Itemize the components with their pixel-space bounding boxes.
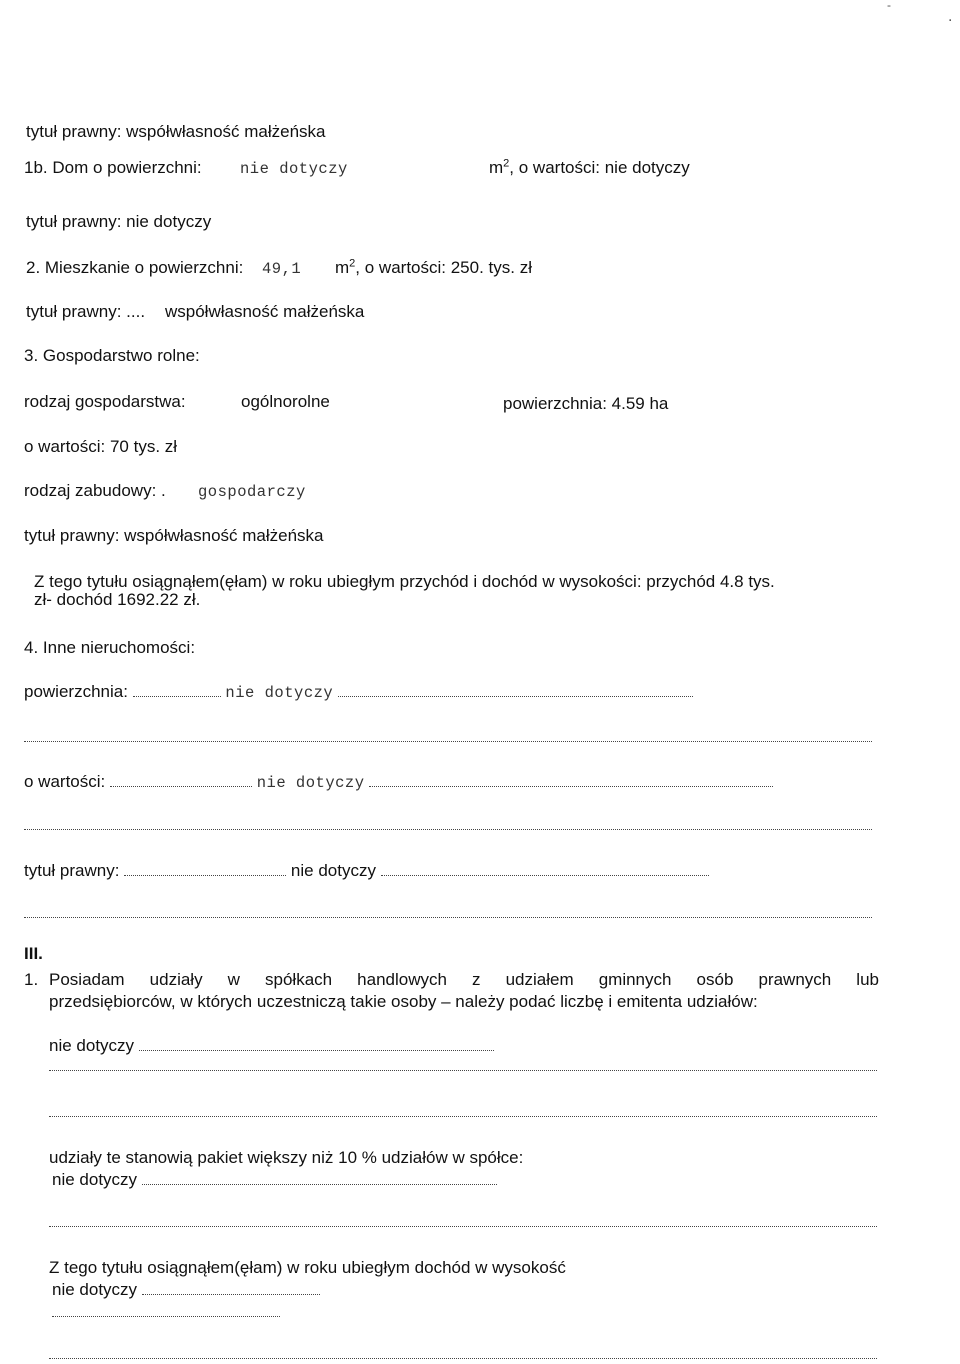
section-2-flat-area: 49,1 xyxy=(262,260,302,278)
shares-item-number: 1. xyxy=(24,970,39,989)
section-2-title-value: współwłasność małżeńska xyxy=(165,302,365,321)
section-3-heading: 3. Gospodarstwo rolne: xyxy=(24,346,200,365)
unit-exponent: 2 xyxy=(503,157,510,170)
dotted-line xyxy=(24,829,872,830)
other-value-value: nie dotyczy xyxy=(256,774,365,792)
corner-mark-dash: - xyxy=(887,0,891,12)
other-area-value: nie dotyczy xyxy=(225,684,334,702)
dotted-leader xyxy=(338,696,693,697)
section-1a-title-line: tytuł prawny: współwłasność małżeńska xyxy=(26,122,326,141)
dotted-leader xyxy=(133,696,221,697)
farm-income-line-1: Z tego tytułu osiągnąłem(ęłam) w roku ubiegłym przychód i dochód w wysokości: przychód 4.8 tys. xyxy=(34,572,775,591)
section-2-flat-label: 2. Mieszkanie o powierzchni: xyxy=(26,258,244,277)
farm-type-value: ogólnorolne xyxy=(241,392,330,411)
farm-income-line-2: zł- dochód 1692.22 zł. xyxy=(34,590,201,609)
section-1b-house-title: tytuł prawny: nie dotyczy xyxy=(26,212,212,231)
shares-income-answer: nie dotyczy xyxy=(52,1280,138,1299)
dotted-line xyxy=(52,1316,280,1317)
other-title-value: nie dotyczy xyxy=(290,861,376,880)
dotted-line xyxy=(49,1116,877,1117)
farm-value: o wartości: 70 tys. zł xyxy=(24,437,178,456)
dotted-leader xyxy=(381,875,709,876)
section-4-heading: 4. Inne nieruchomości: xyxy=(24,638,196,657)
shares-pakiet-row xyxy=(52,1170,497,1190)
dotted-leader xyxy=(142,1184,497,1185)
dotted-line xyxy=(49,1226,877,1227)
unit-m: m xyxy=(335,258,350,277)
corner-mark-dot: . xyxy=(948,8,953,25)
shares-answer-row xyxy=(49,1036,494,1056)
farm-building-value: gospodarczy xyxy=(198,483,306,501)
section-2-title-label: tytuł prawny: .... xyxy=(26,302,146,321)
farm-title: tytuł prawny: współwłasność małżeńska xyxy=(24,526,324,545)
flat-value: , o wartości: 250. tys. zł xyxy=(355,258,532,277)
section-1b-house-area: nie dotyczy xyxy=(240,160,348,178)
dotted-leader xyxy=(142,1294,320,1295)
shares-income-row xyxy=(52,1280,320,1300)
other-title-label: tytuł prawny: xyxy=(24,861,120,880)
shares-answer: nie dotyczy xyxy=(49,1036,135,1055)
farm-area: powierzchnia: 4.59 ha xyxy=(503,394,669,413)
shares-pakiet-label: udziały te stanowią pakiet większy niż 10 % udziałów w spółce: xyxy=(49,1148,524,1167)
other-area-label: powierzchnia: xyxy=(24,682,128,701)
unit-exponent: 2 xyxy=(349,257,356,270)
dotted-line xyxy=(24,741,872,742)
shares-item-line-2: przedsiębiorców, w których uczestniczą takie osoby – należy podać liczbę i emitenta udziałów: xyxy=(49,992,758,1011)
unit-m: m xyxy=(489,158,504,177)
farm-type-label: rodzaj gospodarstwa: xyxy=(24,392,186,411)
other-property-area-row xyxy=(24,682,693,703)
farm-building-label: rodzaj zabudowy: . xyxy=(24,481,166,500)
dotted-leader xyxy=(110,786,252,787)
dotted-leader xyxy=(139,1050,494,1051)
dotted-leader xyxy=(124,875,286,876)
other-property-value-row xyxy=(24,772,773,793)
other-value-label: o wartości: xyxy=(24,772,106,791)
section-1b-house-unit-value xyxy=(489,158,690,178)
shares-pakiet-answer: nie dotyczy xyxy=(52,1170,138,1189)
shares-income-label: Z tego tytułu osiągnąłem(ęłam) w roku ubiegłym dochód w wysokość xyxy=(49,1258,566,1277)
dotted-line xyxy=(49,1358,877,1359)
dotted-line xyxy=(49,1070,877,1071)
section-iii-heading: III. xyxy=(24,944,43,963)
shares-item-line-1: Posiadam udziały w spółkach handlowych z udziałem gminnych osób prawnych lub xyxy=(49,970,879,989)
section-2-flat-unit-value xyxy=(335,258,532,278)
other-property-title-row xyxy=(24,861,709,881)
dotted-line xyxy=(24,917,872,918)
dotted-leader xyxy=(369,786,773,787)
section-1b-house-label: 1b. Dom o powierzchni: xyxy=(24,158,202,177)
house-value: , o wartości: nie dotyczy xyxy=(509,158,690,177)
